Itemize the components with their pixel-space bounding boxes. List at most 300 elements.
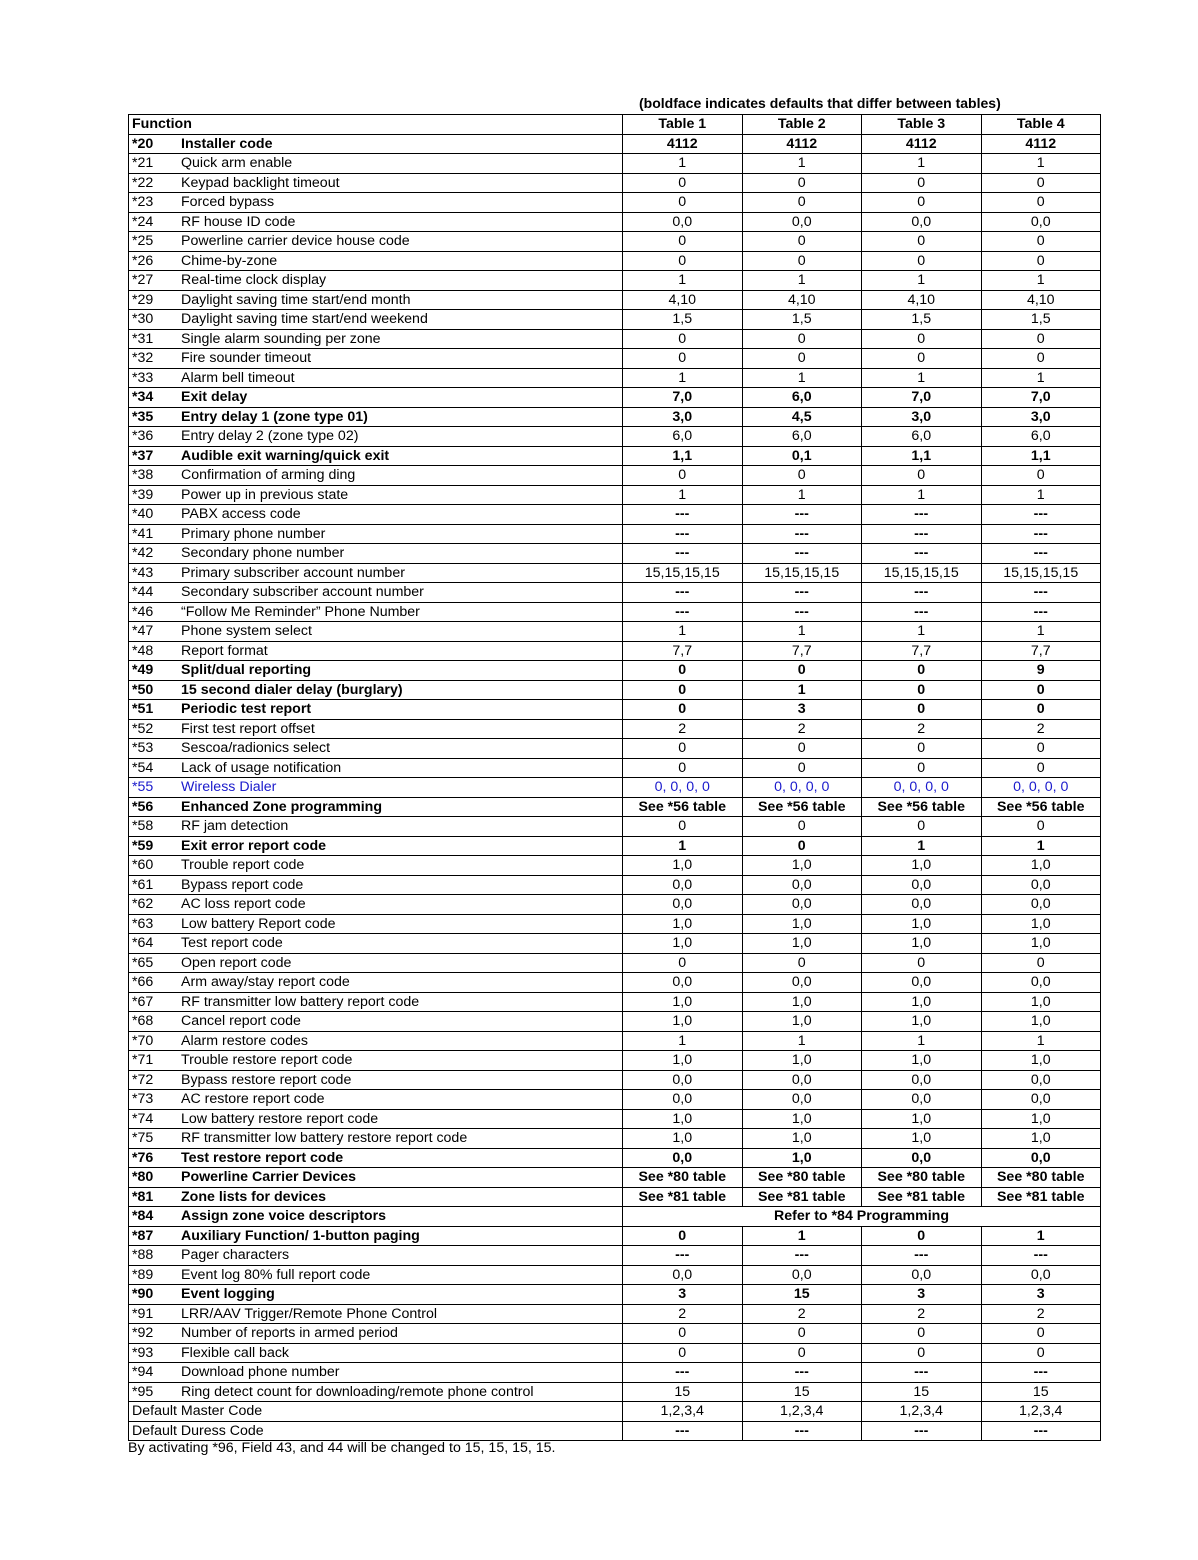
value-cell-table-3: 1,0 <box>862 1012 982 1032</box>
field-code: *76 <box>132 1149 154 1166</box>
function-cell <box>129 836 623 856</box>
value-cell-table-4: 0,0 <box>981 895 1101 915</box>
field-name: Sescoa/radionics select <box>181 740 331 757</box>
field-code: *29 <box>132 291 154 308</box>
field-name: Event log 80% full report code <box>181 1266 371 1283</box>
value-cell-table-2: 0 <box>742 661 862 681</box>
value-cell-table-3: --- <box>862 1246 982 1266</box>
value-cell-table-2: 15,15,15,15 <box>742 563 862 583</box>
function-cell <box>129 895 623 915</box>
value-cell-table-3: 0 <box>862 680 982 700</box>
value-cell-table-3: 1,0 <box>862 1109 982 1129</box>
value-cell-table-4: 1 <box>981 154 1101 174</box>
value-cell-table-1: 0 <box>623 817 743 837</box>
field-name: Low battery restore report code <box>181 1110 379 1127</box>
value-cell-table-3: 0 <box>862 349 982 369</box>
function-cell <box>129 661 623 681</box>
function-cell <box>129 1265 623 1285</box>
value-cell-table-1: 0, 0, 0, 0 <box>623 778 743 798</box>
value-cell-table-1: 1,5 <box>623 310 743 330</box>
value-cell-table-4: 1 <box>981 1031 1101 1051</box>
function-cell <box>129 1012 623 1032</box>
table-note: (boldface indicates defaults that differ between tables) <box>639 95 1001 111</box>
value-cell-table-1: 1,0 <box>623 1051 743 1071</box>
table-row <box>129 349 1101 369</box>
function-cell <box>129 1382 623 1402</box>
value-cell-table-1: 1 <box>623 368 743 388</box>
value-cell-table-2: See *81 table <box>742 1187 862 1207</box>
field-code: *21 <box>132 155 154 172</box>
value-cell-table-2: 4,10 <box>742 290 862 310</box>
value-cell-table-2: 1 <box>742 368 862 388</box>
field-name: Split/dual reporting <box>181 662 312 679</box>
field-name: AC restore report code <box>181 1091 325 1108</box>
value-cell-table-3: 0 <box>862 466 982 486</box>
field-code: *52 <box>132 720 154 737</box>
value-cell-table-1: 1,2,3,4 <box>623 1402 743 1422</box>
value-cell-table-4: 1 <box>981 1226 1101 1246</box>
field-name: First test report offset <box>181 720 315 737</box>
field-name: RF jam detection <box>181 818 289 835</box>
field-code: *88 <box>132 1247 154 1264</box>
value-cell-table-3: 1,0 <box>862 934 982 954</box>
table-row <box>129 836 1101 856</box>
table-row <box>129 212 1101 232</box>
value-cell-table-4: 0 <box>981 739 1101 759</box>
value-cell-table-1: 0 <box>623 466 743 486</box>
value-cell-table-2: 1,5 <box>742 310 862 330</box>
function-cell <box>129 817 623 837</box>
field-code: *66 <box>132 974 154 991</box>
field-code: *68 <box>132 1013 154 1030</box>
value-cell-table-4: --- <box>981 544 1101 564</box>
function-cell <box>129 1090 623 1110</box>
value-cell-table-2: 1 <box>742 680 862 700</box>
value-cell-table-4: 1 <box>981 836 1101 856</box>
value-cell-table-2: 1 <box>742 1226 862 1246</box>
field-code: *55 <box>132 779 154 796</box>
value-cell-table-3: 6,0 <box>862 427 982 447</box>
value-cell-table-4: 1,0 <box>981 1012 1101 1032</box>
value-cell-table-2: See *56 table <box>742 797 862 817</box>
field-code: *24 <box>132 213 154 230</box>
field-code: *35 <box>132 408 154 425</box>
field-name: Default Master Code <box>132 1403 263 1420</box>
field-name: Bypass restore report code <box>181 1071 352 1088</box>
value-cell-table-1: 0 <box>623 739 743 759</box>
table-row <box>129 1090 1101 1110</box>
value-cell-table-3: 3 <box>862 1285 982 1305</box>
value-cell-table-3: 4112 <box>862 134 982 154</box>
function-cell <box>129 875 623 895</box>
value-cell-table-1: 0 <box>623 1324 743 1344</box>
value-cell-table-1: 0 <box>623 1226 743 1246</box>
value-cell-table-4: 0 <box>981 466 1101 486</box>
table-row <box>129 1226 1101 1246</box>
value-cell-table-1: 0 <box>623 661 743 681</box>
value-cell-table-2: 15 <box>742 1285 862 1305</box>
table-row <box>129 641 1101 661</box>
value-cell-table-4: 0 <box>981 232 1101 252</box>
value-cell-table-3: 1,2,3,4 <box>862 1402 982 1422</box>
value-cell-table-3: 15 <box>862 1382 982 1402</box>
value-cell-table-3: 1 <box>862 368 982 388</box>
field-code: *42 <box>132 545 154 562</box>
table-row <box>129 154 1101 174</box>
value-cell-table-1: 0 <box>623 329 743 349</box>
table-row <box>129 1363 1101 1383</box>
value-cell-table-2: 1 <box>742 271 862 291</box>
value-cell-table-3: 0 <box>862 1324 982 1344</box>
value-cell-table-2: 0 <box>742 739 862 759</box>
table-row <box>129 778 1101 798</box>
table-row <box>129 602 1101 622</box>
field-code: *40 <box>132 506 154 523</box>
function-cell <box>129 719 623 739</box>
value-cell-table-3: 3,0 <box>862 407 982 427</box>
value-cell-table-3: 0,0 <box>862 973 982 993</box>
value-cell-table-2: 0 <box>742 817 862 837</box>
table-row <box>129 1421 1101 1441</box>
value-cell-table-2: 4112 <box>742 134 862 154</box>
field-name: Exit delay <box>181 389 248 406</box>
field-code: *47 <box>132 623 154 640</box>
value-cell-table-1: 1,0 <box>623 856 743 876</box>
value-cell-table-2: --- <box>742 602 862 622</box>
table-row <box>129 290 1101 310</box>
value-cell-table-3: 0 <box>862 661 982 681</box>
field-name: Daylight saving time start/end month <box>181 291 411 308</box>
function-cell <box>129 1129 623 1149</box>
field-name: Real-time clock display <box>181 272 327 289</box>
value-cell-table-4: 0 <box>981 817 1101 837</box>
value-cell-table-4: 2 <box>981 1304 1101 1324</box>
table-row <box>129 310 1101 330</box>
value-cell-table-3: 1,0 <box>862 914 982 934</box>
value-cell-table-2: 0,0 <box>742 212 862 232</box>
function-cell <box>129 524 623 544</box>
field-code: *54 <box>132 759 154 776</box>
table-row <box>129 1265 1101 1285</box>
value-cell-table-2: 0 <box>742 758 862 778</box>
field-name: PABX access code <box>181 506 301 523</box>
field-name: Event logging <box>181 1286 275 1303</box>
value-cell-table-1: 1,0 <box>623 1109 743 1129</box>
value-cell-table-1: 1 <box>623 485 743 505</box>
field-name: Cancel report code <box>181 1013 301 1030</box>
value-cell-table-1: 0,0 <box>623 875 743 895</box>
value-cell-table-4: 1,0 <box>981 992 1101 1012</box>
value-cell-table-3: 1 <box>862 154 982 174</box>
value-cell-table-1: 1,0 <box>623 1012 743 1032</box>
field-name: Primary subscriber account number <box>181 564 405 581</box>
value-cell-table-3: 1,0 <box>862 1129 982 1149</box>
value-cell-table-2: 0 <box>742 349 862 369</box>
value-cell-table-2: See *80 table <box>742 1168 862 1188</box>
function-cell <box>129 154 623 174</box>
field-code: *67 <box>132 993 154 1010</box>
field-name: Exit error report code <box>181 837 327 854</box>
value-cell-table-1: 1 <box>623 1031 743 1051</box>
field-code: *39 <box>132 486 154 503</box>
function-cell <box>129 914 623 934</box>
field-name: Test restore report code <box>181 1149 344 1166</box>
header-table-3: Table 3 <box>862 115 982 135</box>
value-cell-table-3: 0 <box>862 953 982 973</box>
field-code: *95 <box>132 1383 154 1400</box>
table-row <box>129 466 1101 486</box>
field-code: *48 <box>132 642 154 659</box>
value-cell-table-2: 1,0 <box>742 992 862 1012</box>
table-row <box>129 1285 1101 1305</box>
value-cell-table-2: 1,0 <box>742 1148 862 1168</box>
value-cell-table-4: --- <box>981 1246 1101 1266</box>
value-cell-table-1: 0 <box>623 680 743 700</box>
value-cell-table-1: 0 <box>623 232 743 252</box>
field-code: *20 <box>132 135 154 152</box>
field-code: *63 <box>132 915 154 932</box>
field-code: *60 <box>132 857 154 874</box>
value-cell-table-4: 15 <box>981 1382 1101 1402</box>
field-name: Periodic test report <box>181 701 312 718</box>
table-row <box>129 1129 1101 1149</box>
field-code: *81 <box>132 1188 154 1205</box>
table-row <box>129 563 1101 583</box>
value-cell-table-1: 15 <box>623 1382 743 1402</box>
value-cell-table-4: 7,7 <box>981 641 1101 661</box>
field-code: *32 <box>132 350 154 367</box>
function-cell <box>129 1070 623 1090</box>
value-cell-table-4: 9 <box>981 661 1101 681</box>
function-cell <box>129 1421 623 1441</box>
table-row <box>129 368 1101 388</box>
value-cell-table-4: --- <box>981 524 1101 544</box>
value-cell-table-3: --- <box>862 544 982 564</box>
value-cell-table-1: 0,0 <box>623 212 743 232</box>
function-cell <box>129 388 623 408</box>
value-cell-table-4: --- <box>981 505 1101 525</box>
field-code: *64 <box>132 935 154 952</box>
value-cell-table-3: 1 <box>862 271 982 291</box>
field-name: Report format <box>181 642 268 659</box>
value-cell-table-2: 4,5 <box>742 407 862 427</box>
function-cell <box>129 368 623 388</box>
value-cell-table-2: 0, 0, 0, 0 <box>742 778 862 798</box>
table-row <box>129 661 1101 681</box>
value-cell-table-2: 0 <box>742 232 862 252</box>
header-table-4: Table 4 <box>981 115 1101 135</box>
table-row <box>129 173 1101 193</box>
table-row <box>129 1343 1101 1363</box>
value-cell-table-2: 0,0 <box>742 1265 862 1285</box>
field-code: *74 <box>132 1110 154 1127</box>
value-cell-table-2: --- <box>742 1363 862 1383</box>
value-cell-table-3: 1,0 <box>862 856 982 876</box>
value-cell-table-3: 0 <box>862 193 982 213</box>
field-name: RF house ID code <box>181 213 296 230</box>
value-cell-table-4: 1,0 <box>981 934 1101 954</box>
field-code: *65 <box>132 954 154 971</box>
function-cell <box>129 973 623 993</box>
field-code: *44 <box>132 584 154 601</box>
value-cell-table-4: See *56 table <box>981 797 1101 817</box>
field-name: Pager characters <box>181 1247 290 1264</box>
field-code: *70 <box>132 1032 154 1049</box>
value-cell-table-3: 1,1 <box>862 446 982 466</box>
field-code: *22 <box>132 174 154 191</box>
value-cell-table-4: 1,1 <box>981 446 1101 466</box>
value-cell-table-4: 1 <box>981 271 1101 291</box>
function-cell <box>129 641 623 661</box>
field-code: *93 <box>132 1344 154 1361</box>
value-cell-table-2: 0 <box>742 329 862 349</box>
field-name: Zone lists for devices <box>181 1188 327 1205</box>
value-cell-table-3: 1 <box>862 1031 982 1051</box>
table-row <box>129 1070 1101 1090</box>
value-cell-table-1: 0 <box>623 953 743 973</box>
field-code: *51 <box>132 701 154 718</box>
field-name: Alarm restore codes <box>181 1032 308 1049</box>
field-name: Fire sounder timeout <box>181 350 312 367</box>
function-cell <box>129 1363 623 1383</box>
value-cell-table-1: 6,0 <box>623 427 743 447</box>
table-row <box>129 1402 1101 1422</box>
header-table-2: Table 2 <box>742 115 862 135</box>
field-code: *72 <box>132 1071 154 1088</box>
value-cell-table-1: --- <box>623 524 743 544</box>
function-cell <box>129 1168 623 1188</box>
table-row <box>129 992 1101 1012</box>
field-name: Wireless Dialer <box>181 779 277 796</box>
value-cell-table-1: 0 <box>623 1343 743 1363</box>
table-row <box>129 407 1101 427</box>
value-cell-table-3: 0,0 <box>862 895 982 915</box>
value-cell-table-3: 1,5 <box>862 310 982 330</box>
value-cell-table-4: 0, 0, 0, 0 <box>981 778 1101 798</box>
value-cell-table-2: 0,1 <box>742 446 862 466</box>
table-header-row <box>129 115 1101 135</box>
field-code: *37 <box>132 447 154 464</box>
function-cell <box>129 856 623 876</box>
field-name: Auxiliary Function/ 1-button paging <box>181 1227 420 1244</box>
function-cell <box>129 407 623 427</box>
function-cell <box>129 232 623 252</box>
field-code: *71 <box>132 1052 154 1069</box>
value-cell-table-3: --- <box>862 1363 982 1383</box>
value-cell-table-1: --- <box>623 1363 743 1383</box>
value-cell-table-2: 6,0 <box>742 427 862 447</box>
value-cell-table-4: See *81 table <box>981 1187 1101 1207</box>
value-cell-table-1: See *81 table <box>623 1187 743 1207</box>
function-cell <box>129 310 623 330</box>
function-cell <box>129 583 623 603</box>
value-cell-table-2: 1 <box>742 485 862 505</box>
field-code: *26 <box>132 252 154 269</box>
value-cell-table-2: 0 <box>742 193 862 213</box>
value-cell-table-4: 1,2,3,4 <box>981 1402 1101 1422</box>
value-cell-table-4: 1,0 <box>981 856 1101 876</box>
field-name: Secondary phone number <box>181 545 345 562</box>
value-cell-table-2: 1 <box>742 622 862 642</box>
value-cell-table-3: 0, 0, 0, 0 <box>862 778 982 798</box>
field-name: Assign zone voice descriptors <box>181 1208 386 1225</box>
value-cell-table-1: 0 <box>623 349 743 369</box>
value-cell-table-2: 0 <box>742 1343 862 1363</box>
field-name: Primary phone number <box>181 525 326 542</box>
value-cell-table-2: --- <box>742 524 862 544</box>
value-cell-table-2: 1,0 <box>742 934 862 954</box>
field-name: Powerline carrier device house code <box>181 233 410 250</box>
function-cell <box>129 700 623 720</box>
value-cell-table-2: 6,0 <box>742 388 862 408</box>
value-cell-table-2: 0 <box>742 953 862 973</box>
function-cell <box>129 427 623 447</box>
value-cell-table-1: 7,7 <box>623 641 743 661</box>
function-cell <box>129 739 623 759</box>
field-code: *25 <box>132 233 154 250</box>
value-cell-table-4: 1 <box>981 485 1101 505</box>
value-cell-table-2: --- <box>742 1246 862 1266</box>
function-cell <box>129 1207 623 1227</box>
value-cell-table-4: 1 <box>981 622 1101 642</box>
table-row <box>129 583 1101 603</box>
table-row <box>129 1148 1101 1168</box>
value-cell-table-4: 15,15,15,15 <box>981 563 1101 583</box>
table-row <box>129 1051 1101 1071</box>
value-cell-table-1: 3,0 <box>623 407 743 427</box>
value-cell-table-2: 0,0 <box>742 1090 862 1110</box>
value-cell-table-1: 0,0 <box>623 973 743 993</box>
value-cell-table-2: 0,0 <box>742 895 862 915</box>
value-cell-table-2: 1 <box>742 1031 862 1051</box>
table-row <box>129 953 1101 973</box>
function-cell <box>129 680 623 700</box>
value-cell-table-3: 1 <box>862 836 982 856</box>
value-cell-table-3: 0 <box>862 173 982 193</box>
function-cell <box>129 349 623 369</box>
field-code: *46 <box>132 603 154 620</box>
value-cell-table-1: 1,0 <box>623 1129 743 1149</box>
field-name: Entry delay 1 (zone type 01) <box>181 408 368 425</box>
field-code: *36 <box>132 428 154 445</box>
value-cell-table-1: --- <box>623 602 743 622</box>
function-cell <box>129 1402 623 1422</box>
value-cell-table-4: 0,0 <box>981 212 1101 232</box>
value-cell-table-4: 2 <box>981 719 1101 739</box>
table-row <box>129 856 1101 876</box>
field-name: Single alarm sounding per zone <box>181 330 381 347</box>
value-cell-table-3: 4,10 <box>862 290 982 310</box>
value-cell-table-4: 0 <box>981 758 1101 778</box>
value-cell-table-4: 3 <box>981 1285 1101 1305</box>
value-cell-table-2: 1,0 <box>742 1051 862 1071</box>
value-cell-table-4: 0,0 <box>981 973 1101 993</box>
value-cell-table-2: --- <box>742 1421 862 1441</box>
field-name: Chime-by-zone <box>181 252 278 269</box>
table-row <box>129 797 1101 817</box>
value-cell-table-2: 3 <box>742 700 862 720</box>
field-name: Alarm bell timeout <box>181 369 295 386</box>
function-cell <box>129 1226 623 1246</box>
field-code: *59 <box>132 837 154 854</box>
value-cell-table-1: 1 <box>623 271 743 291</box>
value-cell-table-3: 1 <box>862 485 982 505</box>
value-cell-table-3: 7,0 <box>862 388 982 408</box>
table-row <box>129 700 1101 720</box>
field-code: *34 <box>132 389 154 406</box>
value-cell-table-4: 1 <box>981 368 1101 388</box>
table-row <box>129 680 1101 700</box>
